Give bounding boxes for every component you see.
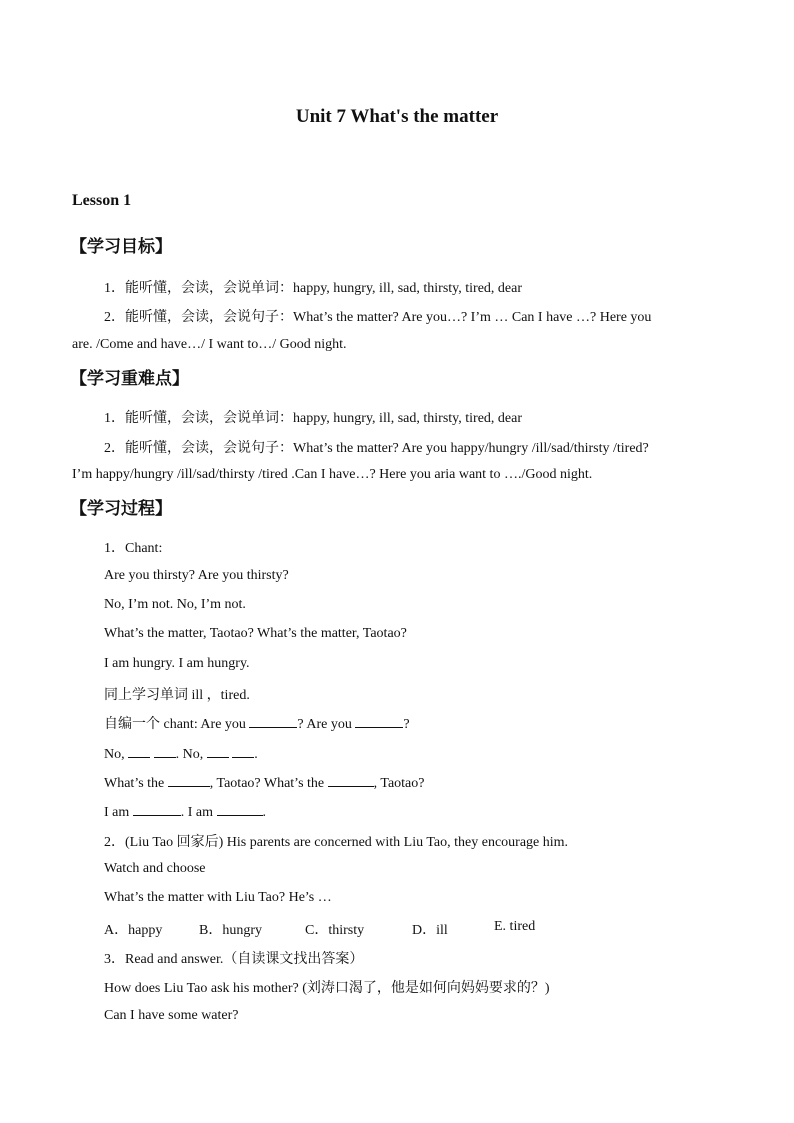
blank-field[interactable] — [207, 744, 229, 758]
whats-line-text-3: , Taotao? — [373, 776, 425, 791]
blank-field[interactable] — [232, 744, 254, 758]
i-am-text-1: I am — [104, 805, 133, 820]
chant-line-2: No, I’m not. No, I’m not. — [104, 597, 246, 612]
option-e[interactable]: E. tired — [494, 919, 536, 934]
key-points-item-2: 2．能听懂，会读，会说句子：What’s the matter? Are you happy/hungry /ill/sad/thirsty /tired? — [104, 441, 649, 456]
objectives-item-1: 1．能听懂，会读，会说单词：happy, hungry, ill, sad, thirsty, tired, dear — [104, 281, 523, 296]
own-chant-text-2: ? Are you — [297, 717, 356, 732]
whats-line-text-1: What’s the — [104, 776, 168, 791]
blank-field[interactable] — [154, 744, 176, 758]
key-points-item-2-cont: I’m happy/hungry /ill/sad/thirsty /tired .Can I have…? Here you aria want to …./Good night. — [72, 467, 593, 482]
objectives-item-2: 2．能听懂，会读，会说句子：What’s the matter? Are you…? I’m … Can I have …? Here you — [104, 310, 652, 325]
option-b[interactable]: B．hungry — [199, 923, 262, 938]
i-am-text-3: . — [262, 805, 267, 820]
key-points-item-1: 1．能听懂，会读，会说单词：happy, hungry, ill, sad, thirsty, tired, dear — [104, 411, 523, 426]
ask-question-line: How does Liu Tao ask his mother? (刘涛口渴了，他是如何向妈妈要求的？) — [104, 981, 550, 996]
blank-field[interactable] — [128, 744, 150, 758]
no-line-text-3: . — [254, 747, 258, 762]
blank-field[interactable] — [249, 714, 297, 728]
blank-field[interactable] — [328, 773, 374, 787]
no-line-text-2: . No, — [175, 747, 207, 762]
process-heading: 【学习过程】 — [70, 499, 172, 519]
no-line — [104, 744, 258, 763]
blank-field[interactable] — [168, 773, 210, 787]
chant-line-4: I am hungry. I am hungry. — [104, 656, 250, 671]
blank-field[interactable] — [355, 714, 403, 728]
objectives-item-2-cont: are. /Come and have…/ I want to…/ Good night. — [72, 337, 347, 352]
chant-line-1: Are you thirsty? Are you thirsty? — [104, 568, 289, 583]
blank-field[interactable] — [217, 802, 263, 816]
step-2-label: 2．(Liu Tao 回家后) His parents are concerned with Liu Tao, they encourage him. — [104, 835, 569, 850]
watch-and-choose: Watch and choose — [104, 861, 206, 876]
key-points-heading: 【学习重难点】 — [70, 369, 189, 389]
i-am-line — [104, 802, 266, 821]
whats-line-text-2: , Taotao? What’s the — [209, 776, 328, 791]
option-c[interactable]: C．thirsty — [305, 923, 365, 938]
learn-words-line: 同上学习单词 ill ，tired. — [104, 688, 250, 703]
own-chant-text-1: 自编一个 chant: Are you — [104, 717, 250, 732]
option-a[interactable]: A．happy — [104, 923, 163, 938]
whats-the-line — [104, 773, 424, 792]
page-title: Unit 7 What's the matter — [295, 106, 499, 127]
step-3-label: 3．Read and answer.（自读课文找出答案） — [104, 952, 364, 967]
option-d[interactable]: D．ill — [412, 923, 448, 938]
i-am-text-2: . I am — [180, 805, 217, 820]
own-chant-text-3: ? — [403, 717, 410, 732]
objectives-heading: 【学习目标】 — [70, 237, 172, 257]
own-chant-line — [104, 713, 410, 733]
no-line-text-1: No, — [104, 747, 129, 762]
question-line: What’s the matter with Liu Tao? He’s … — [104, 890, 332, 905]
step-1-label: 1．Chant: — [104, 541, 163, 556]
lesson-label: Lesson 1 — [72, 192, 132, 209]
answer-line: Can I have some water? — [104, 1008, 239, 1023]
blank-field[interactable] — [133, 802, 181, 816]
chant-line-3: What’s the matter, Taotao? What’s the matter, Taotao? — [104, 626, 407, 641]
